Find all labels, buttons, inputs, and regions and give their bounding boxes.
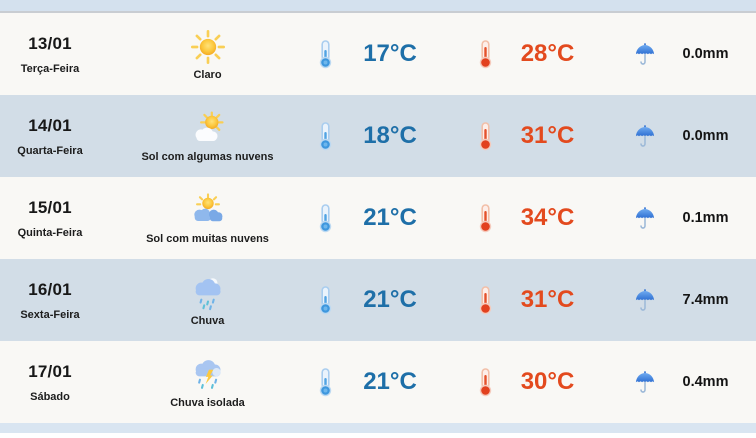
umbrella-icon — [635, 371, 655, 394]
condition-cell — [100, 191, 315, 245]
condition-label: Claro — [193, 69, 222, 81]
date-cell — [0, 116, 100, 157]
condition-label: Sol com algumas nuvens — [141, 151, 274, 163]
max-temp-value: 30°C — [520, 368, 575, 395]
date-label: 14/01 — [28, 115, 72, 135]
forecast-table — [0, 13, 756, 423]
thermometer-cold-icon — [315, 286, 335, 315]
top-divider — [0, 0, 756, 13]
date-label: 16/01 — [28, 279, 72, 299]
date-label: 15/01 — [28, 197, 72, 217]
thermometer-hot-icon — [475, 286, 495, 315]
thermometer-cold-icon — [315, 368, 335, 397]
thermometer-hot-icon — [475, 204, 495, 233]
weekday-label: Sábado — [30, 390, 70, 403]
date-cell — [0, 280, 100, 321]
thermometer-cold-icon — [315, 40, 335, 69]
clear-sun-icon — [188, 27, 228, 67]
forecast-row — [0, 341, 756, 423]
sun-few-clouds-icon — [188, 109, 228, 149]
condition-label: Chuva — [190, 315, 225, 327]
forecast-row — [0, 95, 756, 177]
min-temp-value: 18°C — [363, 122, 417, 149]
forecast-row — [0, 259, 756, 341]
forecast-row — [0, 177, 756, 259]
condition-cell — [100, 109, 315, 163]
forecast-row — [0, 13, 756, 95]
date-label: 17/01 — [28, 361, 72, 381]
umbrella-icon — [635, 207, 655, 230]
date-cell — [0, 34, 100, 75]
condition-cell — [100, 355, 315, 409]
thermometer-hot-icon — [475, 122, 495, 151]
rain-cloud-icon — [188, 273, 228, 313]
date-cell — [0, 198, 100, 239]
thermometer-cold-icon — [315, 122, 335, 151]
thermometer-hot-icon — [475, 40, 495, 69]
bottom-divider — [0, 423, 756, 433]
weekday-label: Sexta-Feira — [20, 308, 80, 321]
weekday-label: Quarta-Feira — [17, 144, 83, 157]
date-label: 13/01 — [28, 33, 72, 53]
precipitation-value: 0.0mm — [682, 128, 729, 144]
condition-label: Chuva isolada — [170, 397, 245, 409]
max-temp-value: 28°C — [520, 40, 575, 67]
thermometer-hot-icon — [475, 368, 495, 397]
precipitation-value: 7.4mm — [682, 292, 729, 308]
umbrella-icon — [635, 125, 655, 148]
min-temp-value: 21°C — [363, 368, 417, 395]
sun-many-clouds-icon — [188, 191, 228, 231]
weekday-label: Quinta-Feira — [17, 226, 83, 239]
umbrella-icon — [635, 43, 655, 66]
max-temp-value: 31°C — [520, 286, 575, 313]
max-temp-value: 31°C — [520, 122, 575, 149]
date-cell — [0, 362, 100, 403]
isolated-rain-icon — [188, 355, 228, 395]
precipitation-value: 0.0mm — [682, 46, 729, 62]
condition-cell — [100, 273, 315, 327]
condition-label: Sol com muitas nuvens — [146, 233, 269, 245]
max-temp-value: 34°C — [520, 204, 575, 231]
precipitation-value: 0.4mm — [682, 374, 729, 390]
condition-cell — [100, 27, 315, 81]
min-temp-value: 21°C — [363, 286, 417, 313]
umbrella-icon — [635, 289, 655, 312]
min-temp-value: 21°C — [363, 204, 417, 231]
min-temp-value: 17°C — [363, 40, 417, 67]
precipitation-value: 0.1mm — [682, 210, 729, 226]
weekday-label: Terça-Feira — [20, 62, 80, 75]
thermometer-cold-icon — [315, 204, 335, 233]
